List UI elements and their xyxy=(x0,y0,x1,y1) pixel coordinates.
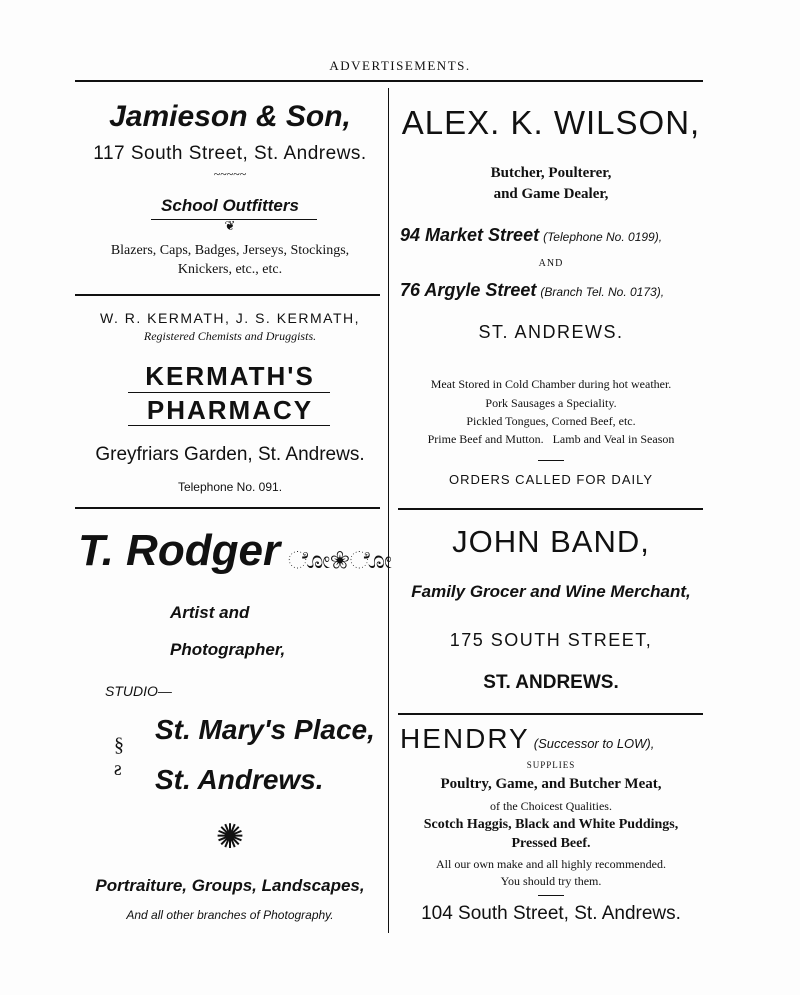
hendry-address: 104 South Street, St. Andrews. xyxy=(421,903,681,924)
wilson-town: ST. ANDREWS. xyxy=(478,322,624,342)
hendry-header-row xyxy=(400,723,654,755)
jamieson-tagline: School Outfitters xyxy=(161,196,299,215)
wilson-tel-2: (Branch Tel. No. 0173), xyxy=(540,285,665,299)
flourish-icon: ೋ❀ೋ xyxy=(288,548,392,574)
rodger-name: T. Rodger xyxy=(78,526,281,575)
wilson-address-2-row xyxy=(400,280,664,301)
wilson-address-1-row xyxy=(400,225,662,246)
wilson-trade-1: Butcher, Poulterer, xyxy=(490,165,612,181)
band-name: JOHN BAND, xyxy=(452,524,650,559)
jamieson-name: Jamieson & Son, xyxy=(109,100,351,133)
wilson-and: AND xyxy=(538,258,564,269)
wilson-line-1: Meat Stored in Cold Chamber during hot weather. xyxy=(430,377,672,391)
kermath-rule-2 xyxy=(128,425,330,426)
wilson-orders: ORDERS CALLED FOR DAILY xyxy=(448,472,654,487)
kermath-rule-1 xyxy=(128,392,330,393)
starburst-icon: ✺ xyxy=(215,819,245,856)
rule-kermath-rodger xyxy=(75,507,380,509)
wilson-tel-1: (Telephone No. 0199), xyxy=(543,230,663,244)
jamieson-items-1: Blazers, Caps, Badges, Jerseys, Stockings, xyxy=(110,243,350,258)
rodger-services: Portraiture, Groups, Landscapes, xyxy=(95,876,365,895)
wilson-address-2: 76 Argyle Street xyxy=(400,280,537,300)
hendry-line-1: Poultry, Game, and Butcher Meat, xyxy=(440,776,662,792)
rule-wilson-band xyxy=(398,508,703,510)
wilson-line-2: Pork Sausages a Speciality. xyxy=(485,396,617,410)
page-header: ADVERTISEMENTS. xyxy=(329,58,471,73)
hendry-successor: (Successor to LOW), xyxy=(533,736,655,751)
hendry-short-rule xyxy=(538,895,564,896)
rodger-other: And all other branches of Photography. xyxy=(126,908,334,922)
jamieson-items-2: Knickers, etc., etc. xyxy=(177,262,283,277)
wilson-address-1: 94 Market Street xyxy=(400,225,540,245)
wilson-name: ALEX. K. WILSON, xyxy=(401,104,701,141)
wilson-line-3: Pickled Tongues, Corned Beef, etc. xyxy=(466,414,636,428)
kermath-title-2: PHARMACY xyxy=(146,395,314,425)
rodger-place-2: St. Andrews. xyxy=(155,764,324,795)
kermath-subtitle: Registered Chemists and Druggists. xyxy=(143,329,317,343)
wilson-trade-2: and Game Dealer, xyxy=(493,186,609,202)
jamieson-address: 117 South Street, St. Andrews. xyxy=(93,143,367,164)
column-divider xyxy=(388,88,389,933)
hendry-line-3: Scotch Haggis, Black and White Puddings, xyxy=(423,817,679,832)
kermath-address: Greyfriars Garden, St. Andrews. xyxy=(95,444,365,465)
kermath-telephone: Telephone No. 091. xyxy=(177,480,283,494)
wilson-line-4: Prime Beef and Mutton. Lamb and Veal in Season xyxy=(427,432,675,446)
rodger-role-1: Artist and xyxy=(170,603,250,622)
rodger-place-1: St. Mary's Place, xyxy=(155,714,375,745)
band-trade: Family Grocer and Wine Merchant, xyxy=(411,582,691,601)
scroll-ornament-icon: ❦ xyxy=(224,218,236,233)
kermath-title-1: KERMATH'S xyxy=(145,361,315,391)
rodger-role-2: Photographer, xyxy=(170,640,286,659)
rule-jamieson-kermath xyxy=(75,294,380,296)
rodger-studio-label: STUDIO— xyxy=(105,683,172,699)
hendry-line-5: All our own make and all highly recommended. xyxy=(436,857,666,871)
hendry-line-6: You should try them. xyxy=(500,874,602,888)
band-address: 175 SOUTH STREET, xyxy=(449,630,653,650)
kermath-partners: W. R. KERMATH, J. S. KERMATH, xyxy=(100,310,360,326)
hendry-name: HENDRY xyxy=(400,723,530,754)
hendry-line-4: Pressed Beef. xyxy=(511,836,591,851)
rule-band-hendry xyxy=(398,713,703,715)
hendry-line-2: of the Choicest Qualities. xyxy=(490,799,612,813)
curl-ornament-icon: § ƨ xyxy=(114,734,124,780)
band-town: ST. ANDREWS. xyxy=(483,672,619,693)
wilson-short-rule xyxy=(538,460,564,461)
jamieson-ornament: ~~~~~ xyxy=(213,167,247,181)
top-rule xyxy=(75,80,703,82)
hendry-supplies: SUPPLIES xyxy=(526,760,576,770)
